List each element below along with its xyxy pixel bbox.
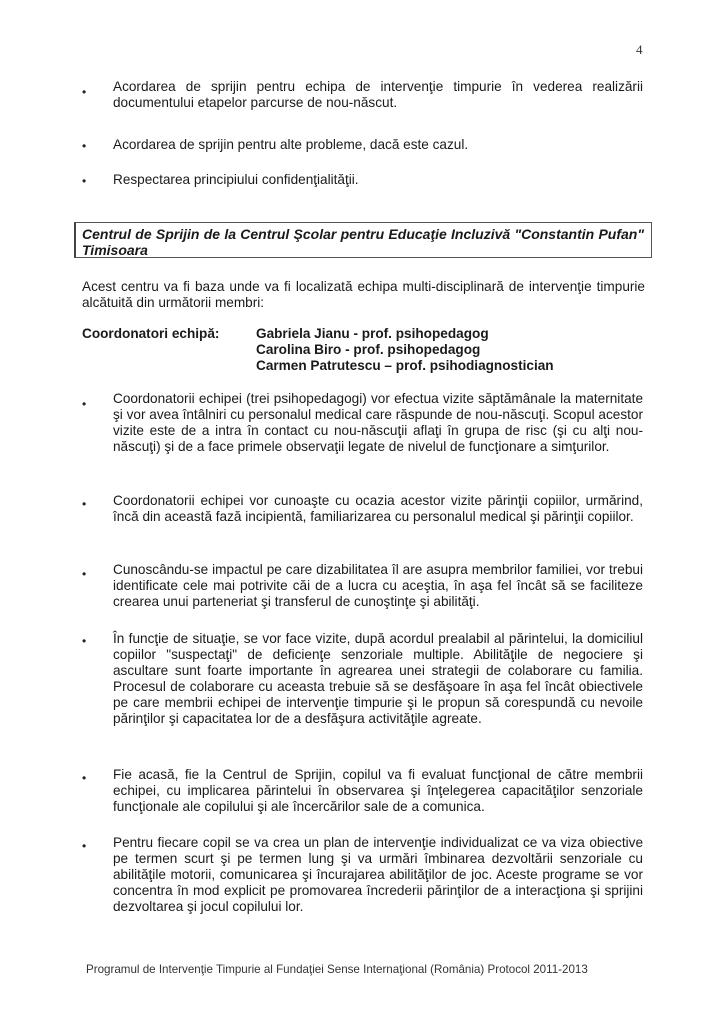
section-intro: Acest centru va fi baza unde va fi localizată echipa multi-disciplinară de intervenţie timpurie alcătuită din următorii membri: — [82, 279, 645, 310]
list-item: Cunoscându-se impactul pe care dizabilitatea îl are asupra membrilor familiei, vor trebui identificate cele mai potrivite căi de a lucra cu aceştia, în aşa fel încât să se faciliteze crearea unui parteneriat şi transferul de cunoştinţe şi abilităţi. — [113, 562, 643, 609]
list-item: Coordonatorii echipei vor cunoaşte cu ocazia acestor vizite părinţii copiilor, urmărind, încă din această fază incipientă, familiarizarea cu personalul medical şi părinţii copiilor. — [113, 493, 643, 524]
page-number: 4 — [636, 42, 643, 57]
coordinator-name: Carolina Biro - prof. psihopedagog — [256, 342, 481, 357]
bullet-marker — [82, 400, 90, 408]
list-item: Coordonatorii echipei (trei psihopedagogi) vor efectua vizite săptămânale la maternitate şi vor avea întâlniri cu personalul medical care răspunde de nou-născuţi. Scopul acestor vizite este de a intra în contact cu nou-născuţii aflaţi în grupa de risc (şi cu alţi nou-născuţi) şi de a face primele observaţii legate de nivelul de funcţionare a simţurilor. — [113, 391, 643, 454]
page-footer: Programul de Intervenţie Timpurie al Fundaţiei Sense Internaţional (România) Protocol 2011-2013 — [86, 963, 588, 976]
list-item: Fie acasă, fie la Centrul de Sprijin, copilul va fi evaluat funcţional de către membrii echipei, cu implicarea părintelui în observarea şi înţelegerea capacităţilor senzoriale funcţionale ale copilului şi ale încercărilor sale de a comunica. — [113, 767, 643, 814]
bullet-marker — [82, 177, 90, 185]
coordinators-list — [256, 326, 656, 374]
bullet-marker — [82, 570, 90, 578]
coordinator-name: Gabriela Jianu - prof. psihopedagog — [256, 326, 489, 341]
list-item: Respectarea principiului confidenţialităţii. — [113, 172, 359, 187]
bullet-marker — [82, 88, 90, 96]
coordinator-name: Carmen Patrutescu – prof. psihodiagnostician — [256, 358, 554, 373]
bullet-marker — [82, 500, 90, 508]
list-item: Acordarea de sprijin pentru echipa de intervenţie timpurie în vederea realizării documentului etapelor parcurse de nou-născut. — [113, 79, 643, 110]
bullet-marker — [82, 637, 90, 645]
bullet-marker — [82, 774, 90, 782]
list-item: Acordarea de sprijin pentru alte probleme, dacă este cazul. — [113, 137, 469, 152]
section-title: Centrul de Sprijin de la Centrul Şcolar pentru Educaţie Incluzivă "Constantin Pufan" Timisoara — [82, 226, 644, 258]
coordinators-label: Coordonatori echipă: — [82, 326, 220, 341]
list-item: În funcţie de situaţie, se vor face vizite, după acordul prealabil al părintelui, la domiciliul copiilor "suspectaţi" de deficienţe senzoriale multiple. Abilităţile de negociere şi ascultare sunt foarte importante în agrearea unei strategii de colaborare cu familia. Procesul de colaborare cu aceasta trebuie să se desfăşoare în aşa fel încât obiectivele pe care membrii echipei de intervenţie timpurie şi le propun să corespundă cu nevoile părinţilor şi capacitatea lor de a desfăşura activităţile agreate. — [113, 631, 643, 726]
bullet-marker — [82, 842, 90, 850]
list-item: Pentru fiecare copil se va crea un plan de intervenţie individualizat ce va viza obiective pe termen scurt şi pe termen lung şi va urmări îmbinarea dezvoltării senzoriale cu abilităţile motorii, comunicarea şi încurajarea abilităţilor de joc. Aceste programe se vor concentra în mod explicit pe promovarea încrederii părinţilor de a interacţiona şi sprijini dezvoltarea şi jocul copilului lor. — [113, 835, 643, 914]
bullet-marker — [82, 142, 90, 150]
